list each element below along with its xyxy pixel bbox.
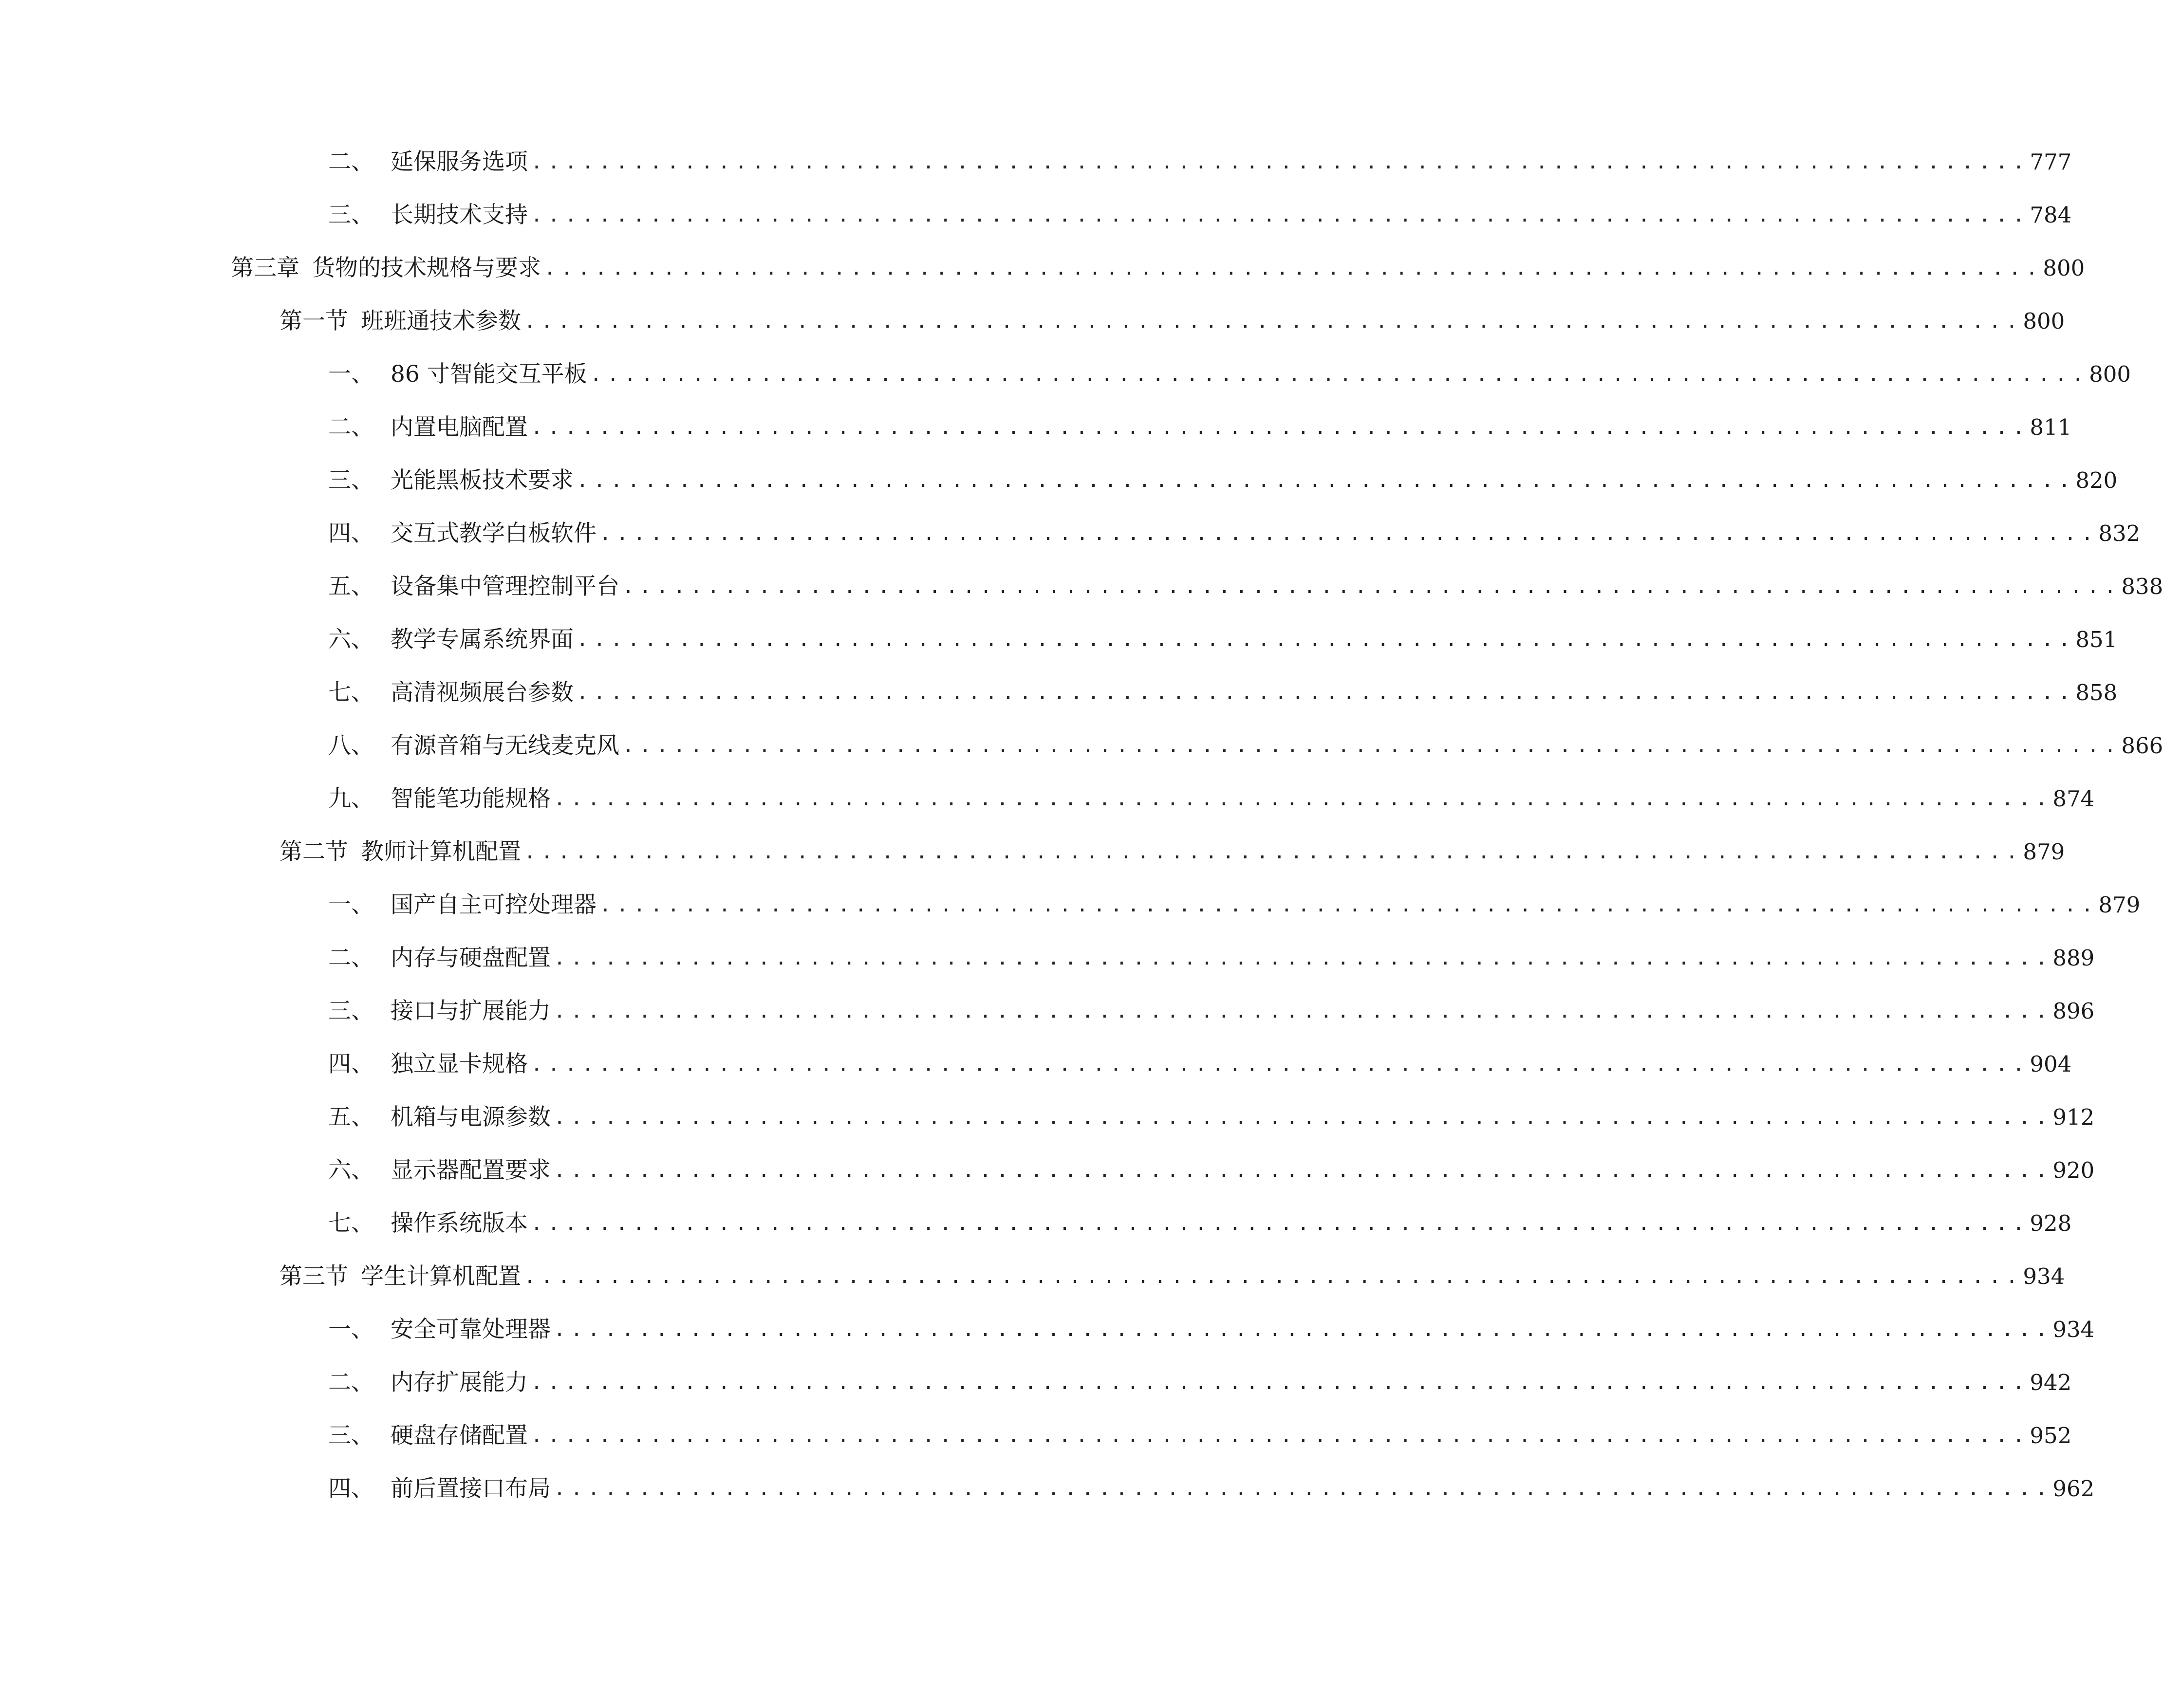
toc-page-number: 851: [2075, 627, 2118, 652]
toc-item-title: 交互式教学白板软件: [391, 520, 597, 547]
dot-leader: ........................................................................................: [531, 151, 2030, 173]
dot-leader: ........................................................................................: [622, 576, 2122, 598]
toc-entry[interactable]: [328, 729, 2163, 763]
toc-entry[interactable]: [328, 1100, 2095, 1134]
toc-section-entry[interactable]: [280, 304, 2065, 338]
toc-section-title: 学生计算机配置: [361, 1263, 521, 1290]
toc-entry[interactable]: [328, 464, 2118, 498]
toc-item-number: 八、: [328, 732, 374, 759]
dot-leader: ........................................................................................: [590, 363, 2089, 386]
toc-item-number: 七、: [328, 679, 374, 706]
toc-page-number: 904: [2030, 1051, 2072, 1077]
toc-section-entry[interactable]: [280, 1260, 2065, 1294]
dot-leader: ........................................................................................: [554, 1478, 2053, 1500]
toc-item-title: 长期技术支持: [391, 202, 528, 228]
toc-item-title: 智能笔功能规格: [391, 785, 551, 812]
toc-item-number: 五、: [328, 1104, 374, 1131]
dot-leader: ........................................................................................: [524, 841, 2023, 863]
dot-leader: ........................................................................................: [531, 416, 2030, 439]
toc-page-number: 912: [2052, 1104, 2095, 1130]
toc-page-number: 879: [2098, 892, 2141, 918]
toc-item-title: 国产自主可控处理器: [391, 891, 597, 918]
toc-section-label: 第一节: [280, 308, 348, 334]
dot-leader: ........................................................................................: [554, 947, 2053, 969]
dot-leader: ........................................................................................: [577, 469, 2076, 492]
toc-entry[interactable]: [328, 145, 2072, 179]
toc-page-number: 942: [2030, 1370, 2072, 1395]
toc-item-title: 光能黑板技术要求: [391, 467, 574, 494]
toc-entry[interactable]: [328, 782, 2095, 816]
toc-item-number: 三、: [328, 202, 374, 228]
toc-entry[interactable]: [328, 1419, 2072, 1453]
toc-entry[interactable]: [328, 1153, 2095, 1188]
toc-item-number: 九、: [328, 785, 374, 812]
toc-item-title: 机箱与电源参数: [391, 1104, 551, 1131]
toc-item-title: 操作系统版本: [391, 1210, 528, 1237]
toc-page-number: 896: [2052, 998, 2095, 1024]
toc-page-number: 874: [2052, 786, 2095, 812]
toc-item-number: 六、: [328, 1157, 374, 1184]
toc-item-title: 高清视频展台参数: [391, 679, 574, 706]
toc-entry[interactable]: [328, 623, 2118, 657]
toc-entry[interactable]: [328, 888, 2141, 922]
toc-item-number: 二、: [328, 1369, 374, 1396]
toc-page-number: 962: [2052, 1476, 2095, 1502]
toc-entry[interactable]: [328, 1313, 2095, 1347]
dot-leader: ........................................................................................: [554, 1106, 2053, 1129]
toc-page-number: 800: [2089, 361, 2131, 387]
dot-leader: ........................................................................................: [524, 1265, 2023, 1288]
toc-item-number: 六、: [328, 626, 374, 653]
toc-entry[interactable]: [328, 570, 2163, 604]
toc-section-label: 第二节: [280, 838, 348, 865]
toc-entry[interactable]: [328, 1207, 2072, 1241]
toc-item-number: 二、: [328, 414, 374, 441]
toc-page-number: 952: [2030, 1423, 2072, 1448]
toc-item-title: 内存扩展能力: [391, 1369, 528, 1396]
toc-entry[interactable]: [328, 941, 2095, 975]
toc-item-title: 86 寸智能交互平板: [391, 361, 587, 388]
toc-page-number: 889: [2052, 945, 2095, 971]
toc-page-number: 838: [2121, 574, 2163, 599]
toc-item-title: 硬盘存储配置: [391, 1422, 528, 1449]
toc-item-title: 延保服务选项: [391, 149, 528, 175]
toc-chapter-label: 第三章: [231, 255, 299, 281]
toc-item-number: 二、: [328, 945, 374, 971]
toc-chapter-title: 货物的技术规格与要求: [312, 255, 541, 281]
dot-leader: ........................................................................................: [531, 1212, 2030, 1235]
dot-leader: ........................................................................................: [577, 682, 2076, 704]
toc-item-title: 前后置接口布局: [391, 1475, 551, 1502]
toc-entry[interactable]: [328, 994, 2095, 1028]
toc-item-number: 一、: [328, 891, 374, 918]
toc-item-title: 内存与硬盘配置: [391, 945, 551, 971]
toc-page-number: 800: [2023, 308, 2065, 334]
toc-page-number: 800: [2043, 255, 2085, 281]
dot-leader: ........................................................................................: [554, 788, 2053, 810]
dot-leader: ........................................................................................: [554, 1318, 2053, 1341]
toc-entry[interactable]: [328, 198, 2072, 232]
toc-page-number: 934: [2023, 1263, 2065, 1289]
toc-item-number: 五、: [328, 573, 374, 600]
dot-leader: ........................................................................................: [544, 257, 2043, 279]
toc-page-number: 811: [2030, 414, 2072, 440]
toc-section-label: 第三节: [280, 1263, 348, 1290]
toc-item-number: 三、: [328, 467, 374, 494]
toc-entry[interactable]: [328, 410, 2072, 445]
dot-leader: ........................................................................................: [599, 894, 2099, 916]
toc-item-title: 安全可靠处理器: [391, 1316, 551, 1343]
toc-page-number: 866: [2121, 733, 2163, 759]
toc-section-title: 教师计算机配置: [361, 838, 521, 865]
toc-item-number: 三、: [328, 1422, 374, 1449]
toc-item-number: 四、: [328, 1051, 374, 1077]
toc-item-number: 二、: [328, 149, 374, 175]
toc-item-number: 四、: [328, 1475, 374, 1502]
toc-item-title: 接口与扩展能力: [391, 998, 551, 1024]
toc-item-title: 显示器配置要求: [391, 1157, 551, 1184]
toc-page-number: 858: [2075, 680, 2118, 705]
dot-leader: ........................................................................................: [554, 1000, 2053, 1022]
toc-page-number: 920: [2052, 1157, 2095, 1183]
toc-item-title: 内置电脑配置: [391, 414, 528, 441]
toc-section-title: 班班通技术参数: [361, 308, 521, 334]
toc-page-number: 784: [2030, 202, 2072, 228]
toc-entry[interactable]: [328, 676, 2118, 710]
toc-page-number: 820: [2075, 467, 2118, 493]
dot-leader: ........................................................................................: [599, 522, 2099, 545]
dot-leader: ........................................................................................: [531, 1425, 2030, 1447]
toc-item-number: 一、: [328, 1316, 374, 1343]
toc-entry[interactable]: [328, 357, 2131, 391]
dot-leader: ........................................................................................: [622, 735, 2122, 757]
toc-entry[interactable]: [328, 1472, 2095, 1506]
toc-item-number: 一、: [328, 361, 374, 388]
toc-page-number: 777: [2030, 149, 2072, 175]
dot-leader: ........................................................................................: [531, 204, 2030, 226]
toc-entry[interactable]: [328, 1366, 2072, 1400]
toc-page-number: 832: [2098, 520, 2141, 546]
dot-leader: ........................................................................................: [554, 1159, 2053, 1182]
dot-leader: ........................................................................................: [531, 1053, 2030, 1076]
toc-chapter-entry[interactable]: [231, 251, 2085, 285]
dot-leader: ........................................................................................: [577, 629, 2076, 651]
toc-page-number: 879: [2023, 839, 2065, 865]
dot-leader: ........................................................................................: [531, 1372, 2030, 1394]
toc-item-title: 独立显卡规格: [391, 1051, 528, 1077]
toc-item-title: 设备集中管理控制平台: [391, 573, 619, 600]
toc-entry[interactable]: [328, 517, 2141, 551]
toc-section-entry[interactable]: [280, 835, 2065, 869]
toc-item-number: 七、: [328, 1210, 374, 1237]
toc-item-number: 三、: [328, 998, 374, 1024]
toc-entry[interactable]: [328, 1047, 2072, 1081]
dot-leader: ........................................................................................: [524, 310, 2023, 333]
toc-page-number: 928: [2030, 1210, 2072, 1236]
toc-item-title: 教学专属系统界面: [391, 626, 574, 653]
toc-item-title: 有源音箱与无线麦克风: [391, 732, 619, 759]
toc-item-number: 四、: [328, 520, 374, 547]
toc-page-number: 934: [2052, 1317, 2095, 1342]
